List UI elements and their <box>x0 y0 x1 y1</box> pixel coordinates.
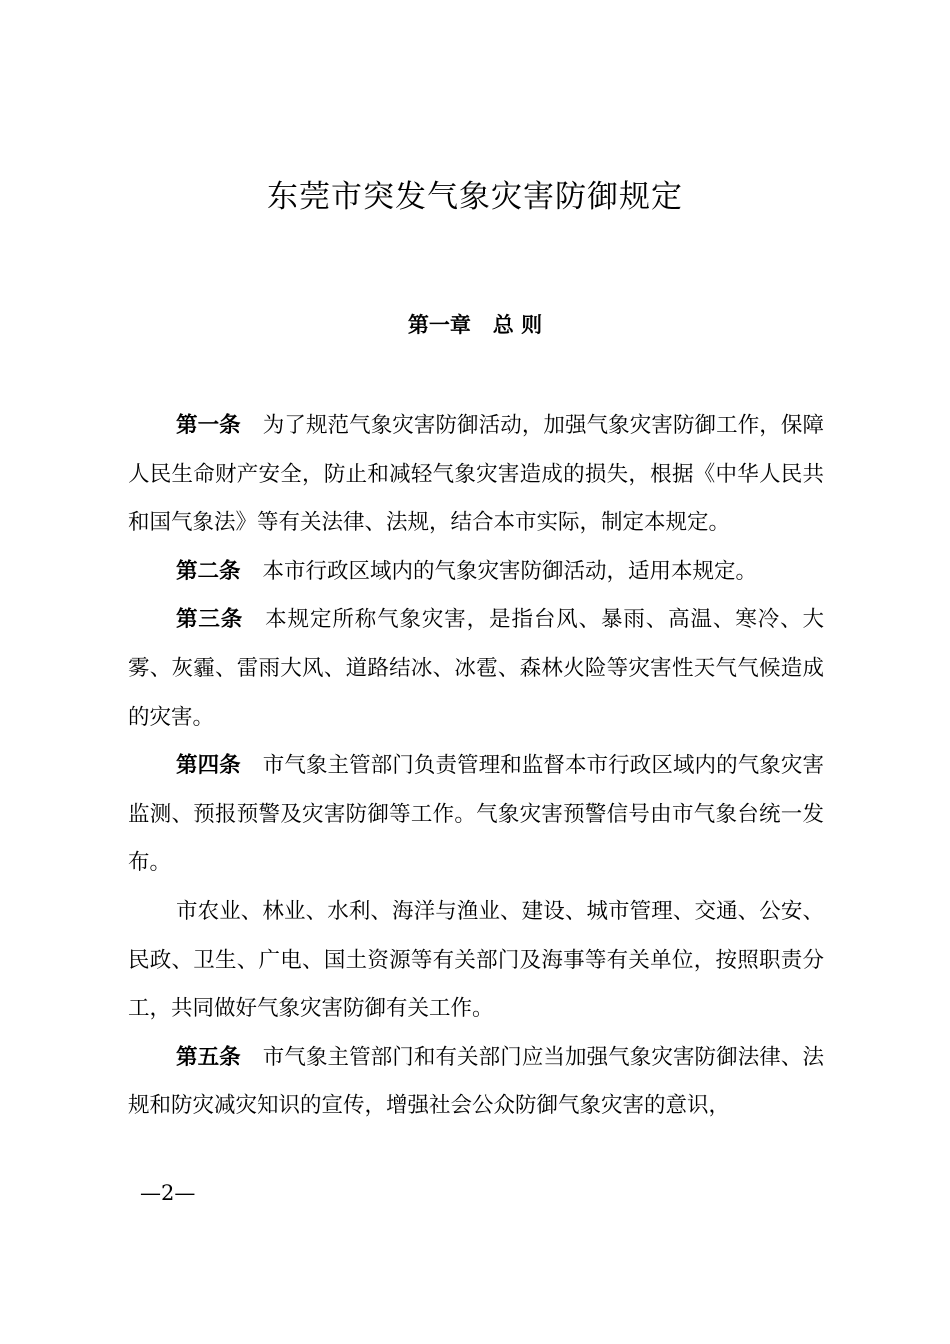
article-text: 本规定所称气象灾害，是指台风、暴雨、高温、寒冷、大雾、灰霾、雷雨大风、道路结冰、冰雹、森林火险等灾害性天气气候造成的灾害。 <box>128 607 824 730</box>
article-paragraph <box>128 548 824 597</box>
article-paragraph <box>128 596 824 742</box>
article-paragraph <box>128 402 824 548</box>
document-title: 东莞市突发气象灾害防御规定 <box>267 179 683 215</box>
article-text: 市农业、林业、水利、海洋与渔业、建设、城市管理、交通、公安、民政、卫生、广电、国土资源等有关部门及海事等有关单位，按照职责分工，共同做好气象灾害防御有关工作。 <box>128 898 824 1022</box>
article-text: 市气象主管部门和有关部门应当加强气象灾害防御法律、法规和防灾减灾知识的宣传，增强社会公众防御气象灾害的意识， <box>128 1044 824 1119</box>
article-text: 本市行政区域内的气象灾害防御活动，适用本规定。 <box>262 558 758 584</box>
document-body <box>128 402 824 1131</box>
article-paragraph <box>128 1034 824 1131</box>
article-number: 第一条 <box>176 413 241 438</box>
article-number: 第五条 <box>176 1044 241 1070</box>
article-number: 第三条 <box>176 607 244 633</box>
article-paragraph <box>128 888 824 1034</box>
article-number: 第二条 <box>176 558 241 584</box>
article-paragraph <box>128 742 824 888</box>
chapter-heading: 第一章 总 则 <box>407 313 543 337</box>
page-number: —2— <box>140 1181 196 1205</box>
article-number: 第四条 <box>176 753 241 779</box>
article-text: 为了规范气象灾害防御活动，加强气象灾害防御工作，保障人民生命财产安全，防止和减轻气象灾害造成的损失，根据《中华人民共和国气象法》等有关法律、法规，结合本市实际，制定本规定。 <box>128 413 824 536</box>
article-text: 市气象主管部门负责管理和监督本市行政区域内的气象灾害监测、预报预警及灾害防御等工作。气象灾害预警信号由市气象台统一发布。 <box>128 753 824 876</box>
